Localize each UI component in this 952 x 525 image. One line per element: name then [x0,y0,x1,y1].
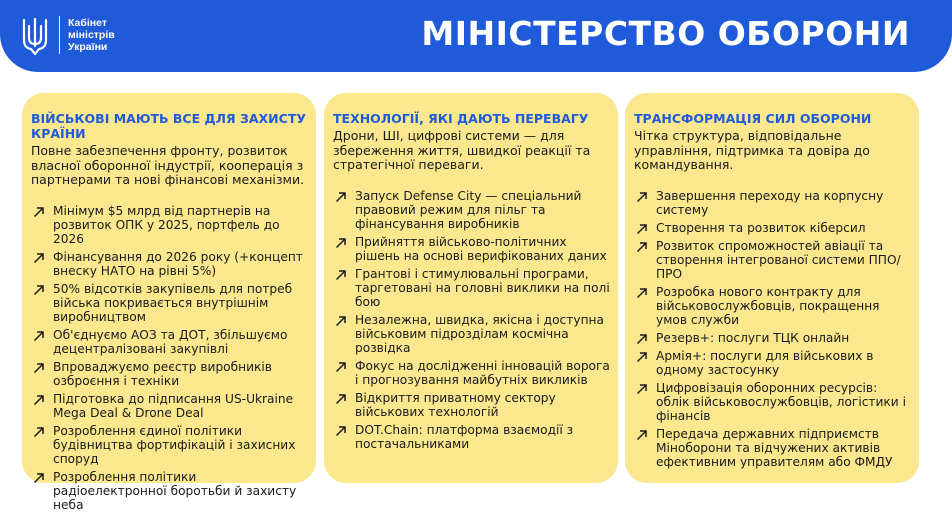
list-item [333,423,610,451]
arrow-up-right-icon [636,191,648,203]
arrow-up-right-icon [636,383,648,395]
list-item [634,349,911,377]
list-item [31,204,308,246]
list-item [333,391,610,419]
list-item [31,424,308,466]
arrow-up-right-icon [335,425,347,437]
card-title: ВІЙСЬКОВІ МАЮТЬ ВСЕ ДЛЯ ЗАХИСТУ КРАЇНИ [31,111,306,141]
list-item-text: Передача державних підприємств Міноборони та відчужених активів ефективним управителям або ФМДУ [656,426,893,469]
org-line: міністрів [68,29,115,41]
list-item-text: Прийняття військово-політичних рішень на основі верифікованих даних [355,234,607,263]
list-item-text: Запуск Defense City — спеціальний правовий режим для пільг та фінансування виробників [355,188,582,231]
list-item [634,221,911,235]
list-item-text: Цифровізація оборонних ресурсів: облік військовослужбовців, логістики і фінансів [656,380,906,423]
list-item [333,313,610,355]
arrow-up-right-icon [636,333,648,345]
logo-divider [59,16,60,54]
list-item-text: Фінансування до 2026 року (+концепт внеску НАТО на рівні 5%) [53,249,303,278]
list-item-text: Незалежна, швидка, якісна і доступна військовим підрозділам космічна розвідка [355,312,604,355]
list-item [333,189,610,231]
arrow-up-right-icon [33,472,45,484]
list-item [634,381,911,423]
trident-emblem-icon [22,16,48,56]
list-item [634,189,911,217]
card-description: Дрони, ШІ, цифрові системи — для збереження життя, швидкої реакції та стратегічної переваги. [333,128,591,172]
list-item-text: Впроваджуємо реєстр виробників озброєння і техніки [53,359,272,388]
card-title: ТЕХНОЛОГІЇ, ЯКІ ДАЮТЬ ПЕРЕВАГУ [333,111,589,126]
list-item [333,235,610,263]
arrow-up-right-icon [636,351,648,363]
card-description: Чітка структура, відповідальне управління, підтримка та довіра до командування. [634,128,870,172]
list-item [634,239,911,281]
arrow-up-right-icon [335,237,347,249]
page-title: МІНІСТЕРСТВО ОБОРОНИ [421,14,910,53]
list-item-text: Об'єднуємо АОЗ та ДОТ, збільшуємо децентралізовані закупівлі [53,327,288,356]
list-item-text: Завершення переходу на корпусну систему [656,188,884,217]
list-item [31,250,308,278]
list-item-text: Відкриття приватному сектору військових технологій [355,390,556,419]
list-item-text: Мінімум $5 млрд від партнерів на розвиток ОПК у 2025, портфель до 2026 [53,203,280,246]
list-item [31,282,308,324]
arrow-up-right-icon [636,241,648,253]
column-card-transformation [625,93,919,483]
list-item-text: Розроблення єдиної політики будівництва фортифікацій і захисних споруд [53,423,296,466]
arrow-up-right-icon [33,362,45,374]
arrow-up-right-icon [335,315,347,327]
list-item-text: Підготовка до підписання US-Ukraine Mega Deal & Drone Deal [53,391,294,420]
list-item [634,427,911,469]
org-line: України [68,41,108,53]
list-item [333,359,610,387]
column-card-military [22,93,316,512]
list-item [31,360,308,388]
list-item-text: DOT.Chain: платформа взаємодії з постачальниками [355,422,574,451]
header-banner [0,0,952,72]
list-item [31,470,308,512]
card-list [333,189,610,451]
arrow-up-right-icon [636,223,648,235]
list-item [333,267,610,309]
arrow-up-right-icon [335,191,347,203]
arrow-up-right-icon [636,429,648,441]
card-description: Повне забезпечення фронту, розвиток власної оборонної індустрії, кооперація з партнерами та нові фінансові механізми. [31,143,305,187]
org-line: Кабінет [68,17,107,29]
arrow-up-right-icon [636,287,648,299]
arrow-up-right-icon [33,394,45,406]
arrow-up-right-icon [335,269,347,281]
list-item-text: Резерв+: послуги ТЦК онлайн [656,330,850,345]
list-item-text: Розроблення політики радіоелектронної боротьби й захисту неба [53,469,297,512]
arrow-up-right-icon [335,393,347,405]
arrow-up-right-icon [33,284,45,296]
arrow-up-right-icon [33,206,45,218]
column-card-technology [324,93,618,483]
arrow-up-right-icon [335,361,347,373]
arrow-up-right-icon [33,426,45,438]
list-item-text: Фокус на дослідженні інновацій ворога і прогнозування майбутніх викликів [355,358,610,387]
list-item-text: Розробка нового контракту для військовослужбовців, покращення умов служби [656,284,880,327]
list-item-text: Грантові і стимулювальні програми, таргетовані на головні виклики на полі бою [355,266,610,309]
arrow-up-right-icon [33,330,45,342]
list-item [31,392,308,420]
list-item [634,331,911,345]
card-list [634,189,911,469]
list-item [31,328,308,356]
card-title: ТРАНСФОРМАЦІЯ СИЛ ОБОРОНИ [634,111,872,126]
list-item-text: Армія+: послуги для військових в одному застосунку [656,348,874,377]
list-item-text: 50% відсотків закупівель для потреб війська покривається внутрішнім виробництвом [53,281,293,324]
list-item-text: Створення та розвиток кіберсил [656,220,866,235]
list-item-text: Розвиток спроможностей авіації та створення інтегрованої системи ППО/ПРО [656,238,901,281]
arrow-up-right-icon [33,252,45,264]
org-name [68,17,115,53]
card-list [31,204,308,512]
list-item [634,285,911,327]
